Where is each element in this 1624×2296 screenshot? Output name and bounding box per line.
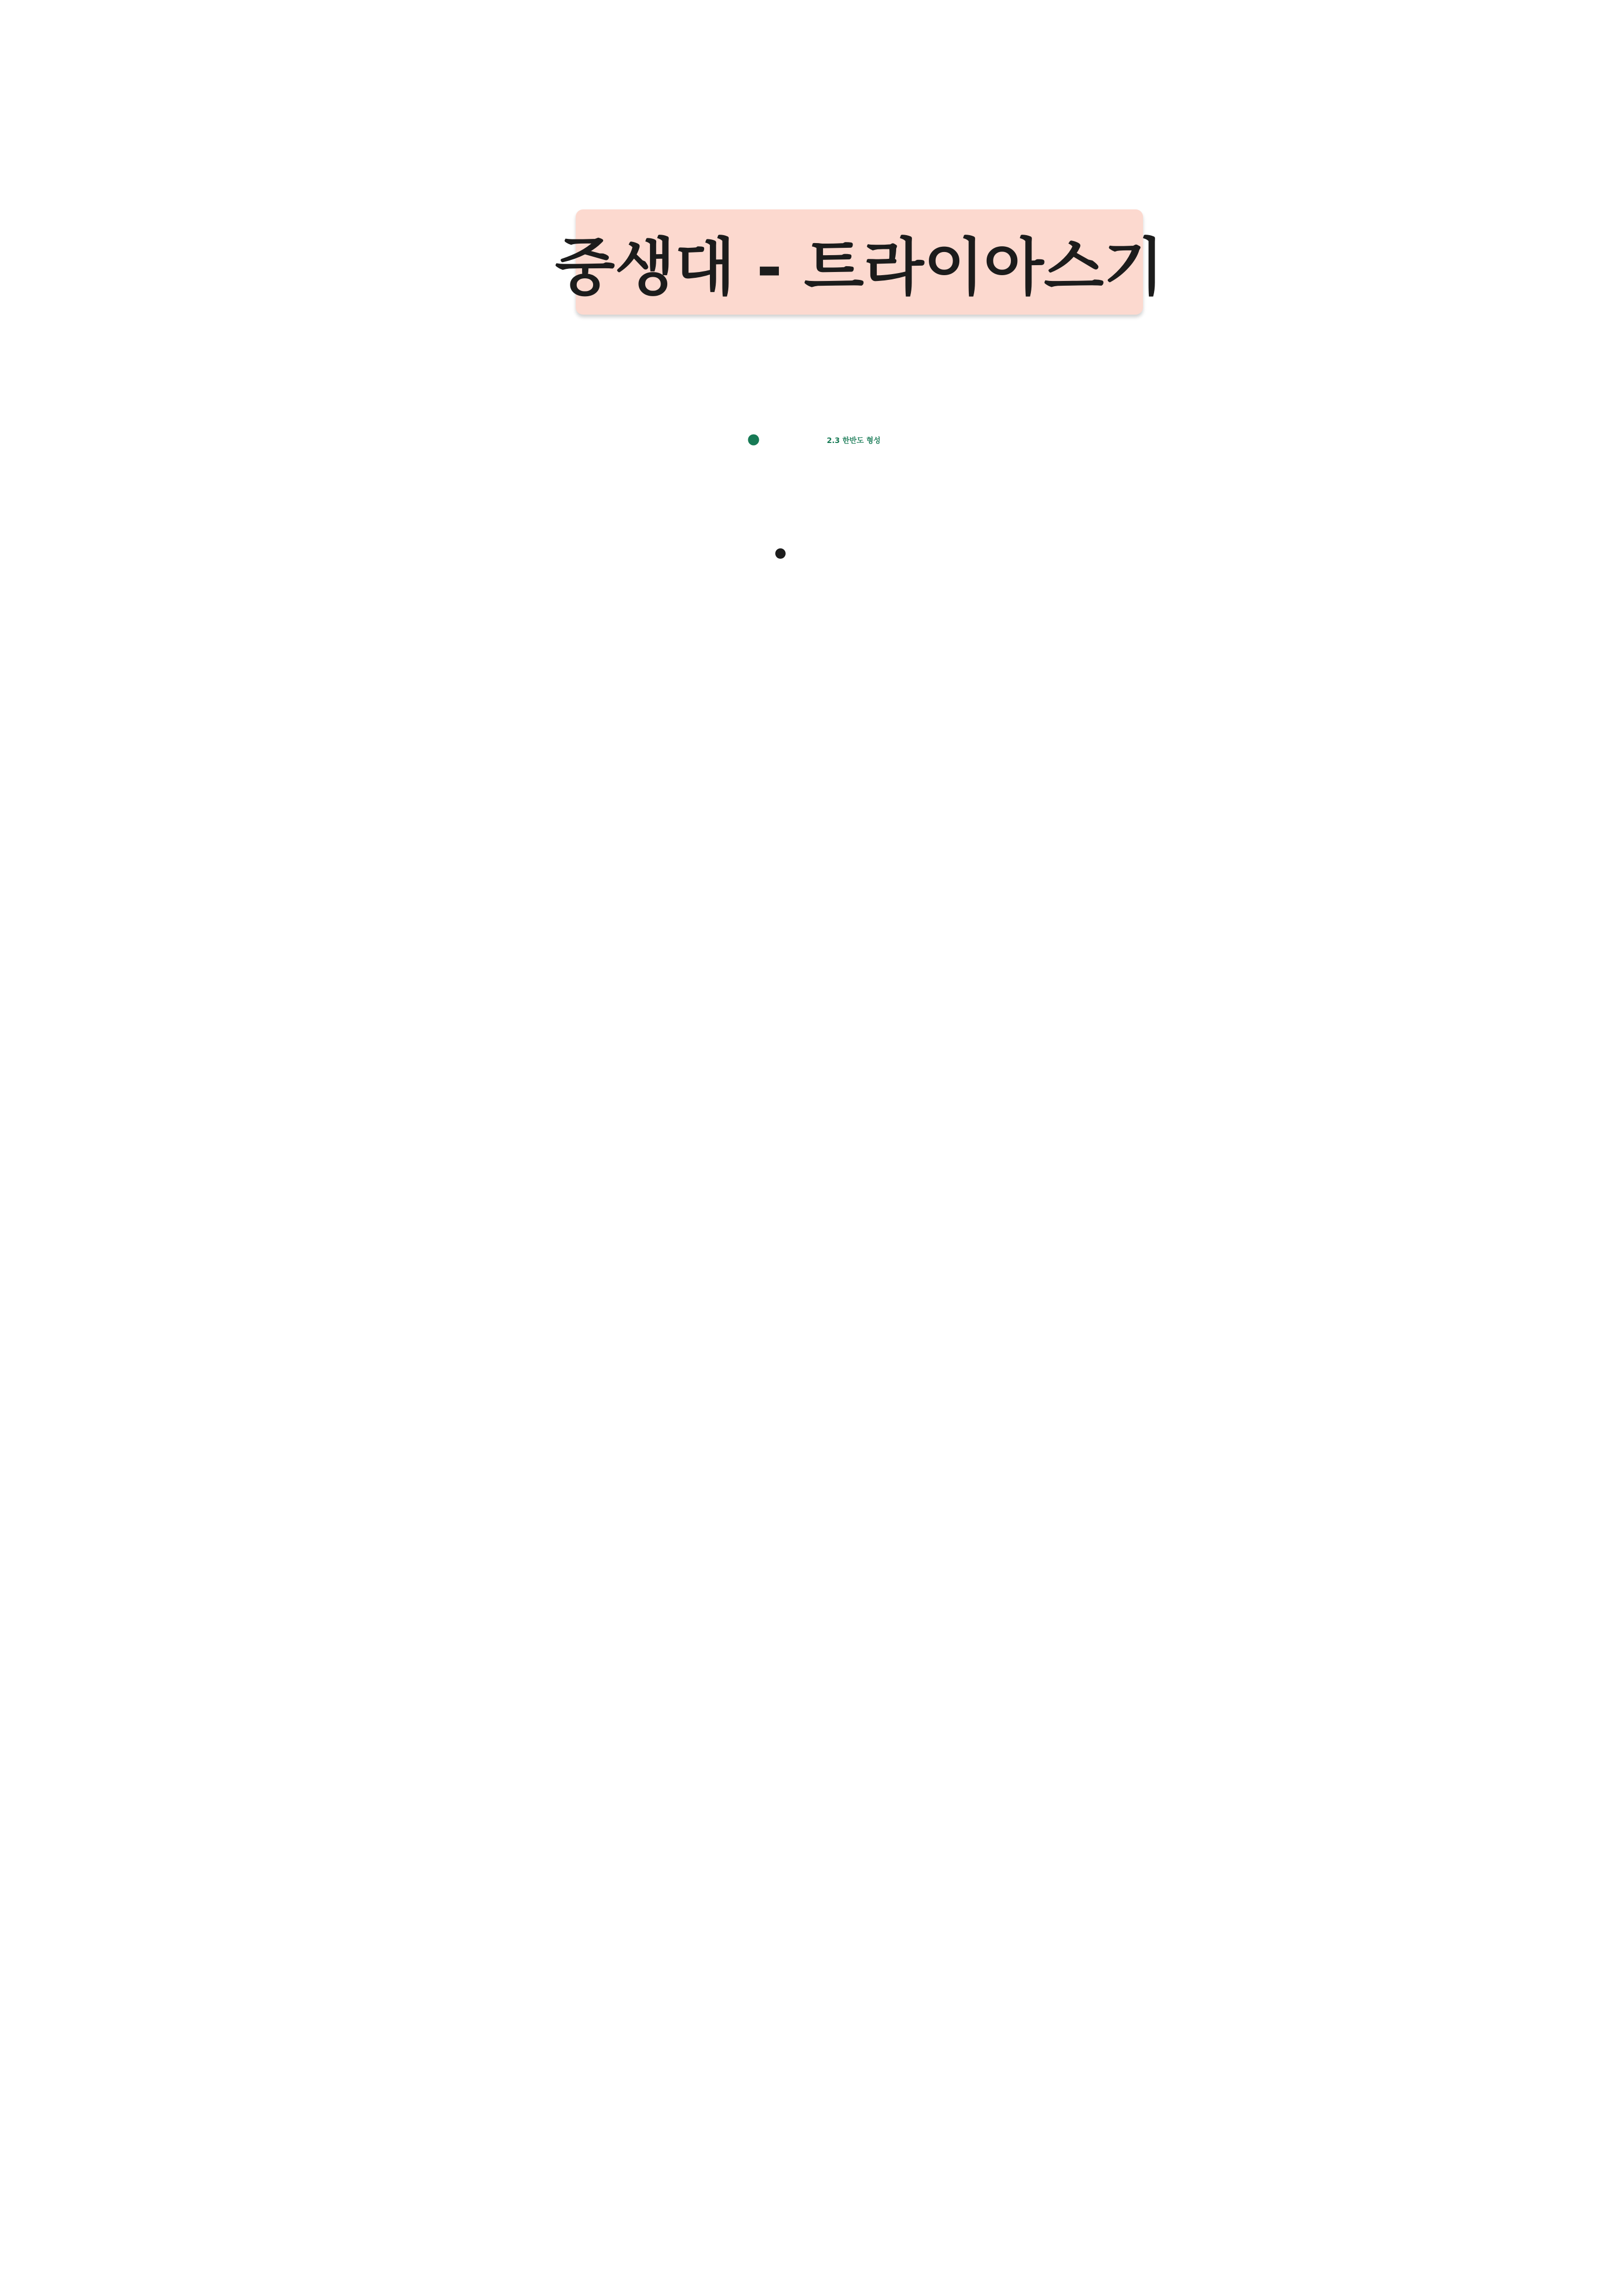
body-line-10 [0,1668,1624,1726]
section-heading [0,409,1624,472]
body-line-12 [0,1894,1624,1952]
subheading [0,523,1624,587]
body-line-9 [0,1554,1624,1612]
body-line-11 [0,1780,1624,1838]
body-line-7 [0,1328,1624,1386]
body-line-8 [0,1442,1624,1499]
body-line-5 [0,1100,1624,1157]
body-line-4 [0,987,1624,1045]
bullet: • [771,538,790,572]
page-title: 중생대 - 트라이아스기 [555,231,1164,304]
title-box [555,209,1164,315]
bullet: • [743,422,764,459]
body-line-1 [0,647,1624,705]
body-line-3 [0,873,1624,931]
section-heading-text: 2.3 한반도 형성 [827,437,881,445]
body-line-6 [0,1209,1624,1272]
body-line-2 [0,761,1624,819]
